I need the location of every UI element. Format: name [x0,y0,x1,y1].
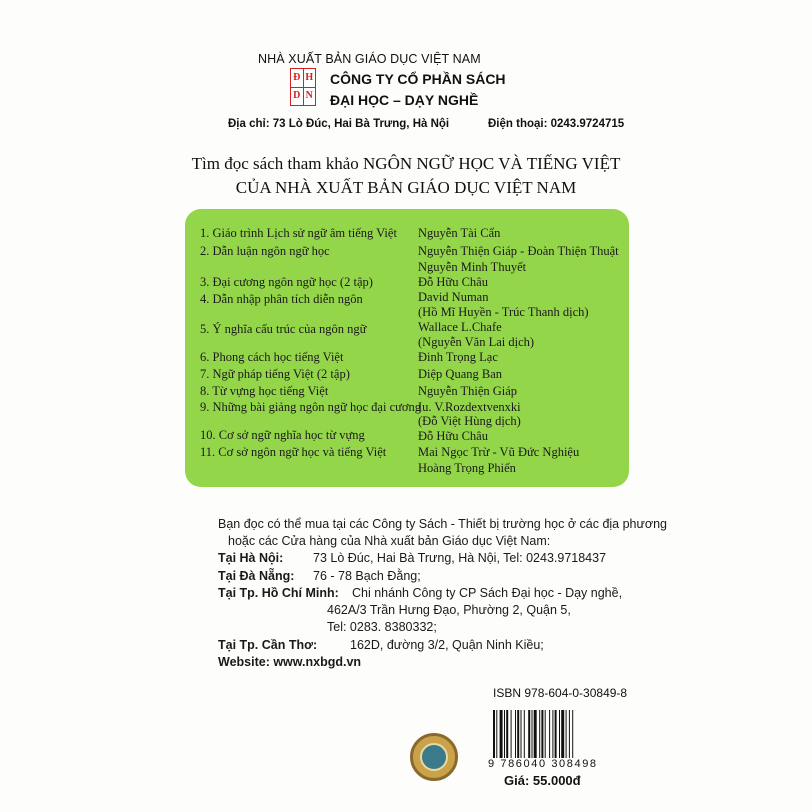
barcode-bar [555,710,557,758]
barcode-bar [511,710,512,758]
book-title: 1. Giáo trình Lịch sử ngữ âm tiếng Việt [200,226,397,240]
company-address: Địa chỉ: 73 Lò Đúc, Hai Bà Trưng, Hà Nội [228,118,450,130]
book-author: Mai Ngọc Trừ - Vũ Đức Nghiệu [418,445,580,459]
logo-letter: H [304,69,316,87]
logo-letter: N [304,88,316,106]
book-author: (Nguyễn Văn Lai dịch) [418,335,535,349]
barcode-bar [566,710,567,758]
barcode [492,710,610,758]
barcode-bar [559,710,560,758]
barcode-bar [521,710,522,758]
seal-emblem [410,733,458,781]
price: Giá: 55.000đ [504,773,581,788]
barcode-bar [532,710,533,758]
cantho-address: 162D, đường 3/2, Quận Ninh Kiều; [350,638,544,652]
book-author: Đỗ Hữu Châu [418,275,488,289]
publisher-name: NHÀ XUẤT BẢN GIÁO DỤC VIỆT NAM [258,52,481,66]
barcode-bar [549,710,550,758]
distributor-intro: Bạn đọc có thể mua tại các Công ty Sách - Thiết bị trường học ở các địa phương [218,517,667,531]
hcm-address: 462A/3 Trần Hưng Đạo, Phường 2, Quận 5, [327,603,571,617]
hanoi-label: Tại Hà Nội: [218,551,284,565]
book-title: 2. Dẫn luận ngôn ngữ học [200,244,330,258]
cantho-label: Tại Tp. Cần Thơ: [218,638,318,652]
book-author: Đỗ Hữu Châu [418,429,488,443]
book-title: 4. Dẫn nhập phân tích diễn ngôn [200,292,363,306]
publisher-logo [290,68,316,106]
barcode-bar [534,710,537,758]
reference-heading-line1: Tìm đọc sách tham khảo NGÔN NGỮ HỌC VÀ TIẾNG VIỆT [191,154,621,173]
isbn: ISBN 978-604-0-30849-8 [493,686,628,700]
hcm-phone: Tel: 0283. 8380332; [327,620,437,634]
barcode-bar [541,710,543,758]
seal-emblem-center [420,743,448,771]
company-name-line2: ĐẠI HỌC – DẠY NGHỀ [330,92,479,108]
website: Website: www.nxbgd.vn [218,655,362,669]
book-author: Nguyễn Tài Cẩn [418,226,501,240]
company-name-line1: CÔNG TY CỔ PHẦN SÁCH [330,71,506,87]
book-author: (Hồ Mĩ Huyền - Trúc Thanh dịch) [418,305,589,319]
barcode-bar [496,710,497,758]
book-author: (Đỗ Việt Hùng dịch) [418,414,521,428]
reference-heading-line2: CỦA NHÀ XUẤT BẢN GIÁO DỤC VIỆT NAM [235,178,577,197]
barcode-bar [552,710,553,758]
book-author: Diệp Quang Ban [418,367,503,381]
barcode-bar [504,710,505,758]
hanoi-address: 73 Lò Đúc, Hai Bà Trưng, Hà Nội, Tel: 0243.9718437 [313,551,607,565]
book-title: 10. Cơ sở ngữ nghĩa học từ vựng [200,428,365,442]
book-author: Đinh Trọng Lạc [418,350,498,364]
barcode-bar [569,710,570,758]
barcode-bar [561,710,564,758]
distributor-intro: hoặc các Cửa hàng của Nhà xuất bản Giáo dục Việt Nam: [228,534,551,548]
logo-letter: Đ [291,69,303,87]
barcode-bar [539,710,540,758]
barcode-number: 9 786040 308498 [488,758,598,770]
book-author: Nguyễn Thiện Giáp - Đoàn Thiện Thuật [418,244,619,258]
barcode-bar [506,710,508,758]
hcm-address: Chi nhánh Công ty CP Sách Đại học - Dạy nghề, [352,586,623,600]
barcode-bar [493,710,495,758]
barcode-bar [572,710,573,758]
danang-address: 76 - 78 Bạch Đằng; [313,569,421,583]
hcm-label: Tại Tp. Hồ Chí Minh: [218,586,339,600]
barcode-bar [517,710,519,758]
barcode-bar [528,710,530,758]
barcode-bar [545,710,546,758]
book-author: David Numan [418,290,489,304]
barcode-bar [515,710,516,758]
book-title: 3. Đại cương ngôn ngữ học (2 tập) [200,275,373,289]
book-author: Nguyễn Thiện Giáp [418,384,518,398]
book-title: 8. Từ vựng học tiếng Việt [200,384,329,398]
book-title: 9. Những bài giảng ngôn ngữ học đại cương [200,400,421,414]
book-title: 7. Ngữ pháp tiếng Việt (2 tập) [200,367,350,381]
danang-label: Tại Đà Nẵng: [218,569,295,583]
book-author: Iu. V.Rozdextvenxki [418,400,521,414]
book-title: 5. Ý nghĩa cấu trúc của ngôn ngữ [200,322,367,336]
book-author: Nguyễn Minh Thuyết [418,260,527,274]
book-title: 6. Phong cách học tiếng Việt [200,350,344,364]
barcode-bar [524,710,525,758]
barcode-bar [500,710,503,758]
book-author: Hoàng Trọng Phiến [418,461,516,475]
book-title: 11. Cơ sở ngôn ngữ học và tiếng Việt [200,445,387,459]
logo-letter: D [291,88,303,106]
book-author: Wallace L.Chafe [418,320,502,334]
company-phone: Điện thoại: 0243.9724715 [488,118,625,130]
